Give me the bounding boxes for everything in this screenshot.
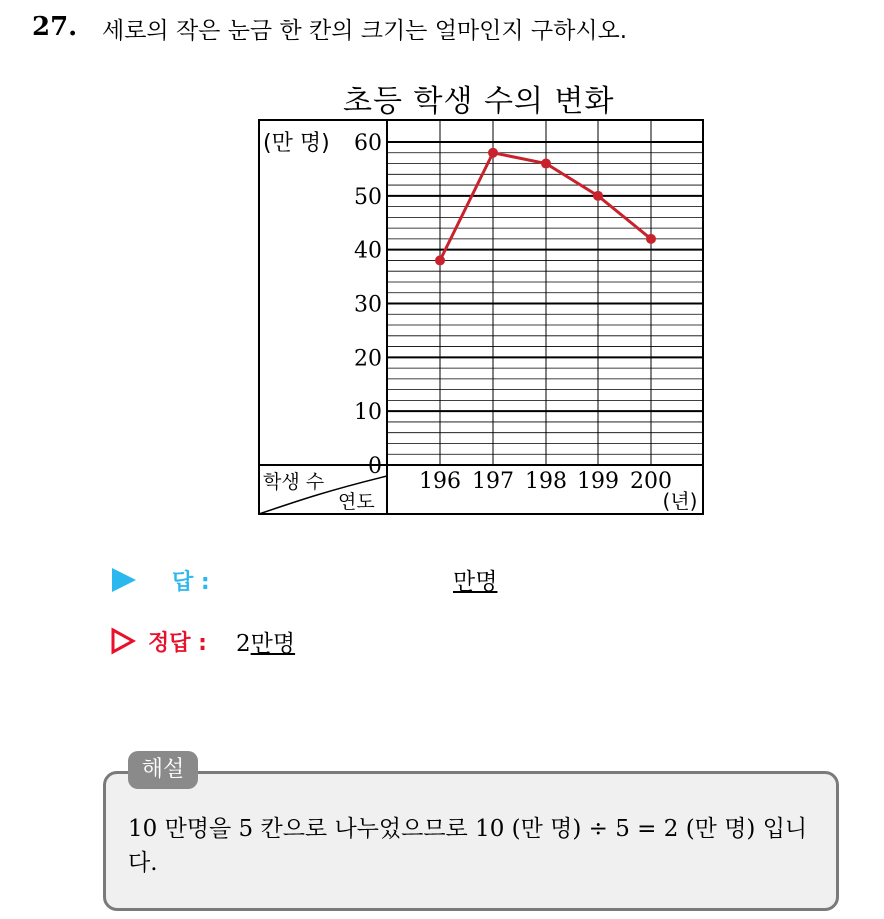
correct-arrow-icon xyxy=(110,627,136,655)
y-tick-label: 60 xyxy=(354,131,382,156)
x-unit-label: (년) xyxy=(662,489,698,513)
x-tick-label: 198 xyxy=(525,469,567,494)
corner-top-label: 학생 수 xyxy=(263,471,325,493)
question-number: 27. xyxy=(32,12,78,42)
y-tick-label: 30 xyxy=(354,292,382,318)
chart-title: 초등 학생 수의 변화 xyxy=(343,84,615,119)
y-tick-label: 50 xyxy=(354,184,382,210)
data-point xyxy=(541,159,551,169)
answer-unit: 만명 xyxy=(453,569,498,595)
data-point xyxy=(435,255,445,265)
x-tick-label: 197 xyxy=(472,469,514,494)
explanation-tab: 해설 xyxy=(128,751,198,789)
data-point xyxy=(593,191,603,201)
y-tick-label: 0 xyxy=(368,454,382,479)
data-point xyxy=(646,234,656,244)
y-tick-label: 40 xyxy=(354,238,382,264)
correct-label: 정답 : xyxy=(148,631,207,656)
answer-label: 답 : xyxy=(172,570,210,595)
x-tick-label: 199 xyxy=(577,469,619,494)
y-unit-label: (만 명) xyxy=(263,131,330,156)
question-text: 세로의 작은 눈금 한 칸의 크기는 얼마인지 구하시오. xyxy=(102,18,628,44)
corner-bottom-label: 연도 xyxy=(338,491,375,513)
correct-answer xyxy=(236,625,295,658)
x-tick-label: 200 xyxy=(630,469,672,494)
y-tick-label: 10 xyxy=(354,400,382,426)
correct-unit: 만명 xyxy=(250,631,296,657)
answer-arrow-icon xyxy=(112,568,136,592)
x-tick-label: 196 xyxy=(419,469,461,494)
explanation-text: 10 만명을 5 칸으로 나누었으므로 10 (만 명) ÷ 5 = 2 (만 명) 입니다. xyxy=(128,816,808,876)
y-tick-label: 20 xyxy=(354,346,382,372)
data-point xyxy=(488,148,498,158)
correct-value: 2 xyxy=(236,631,251,657)
